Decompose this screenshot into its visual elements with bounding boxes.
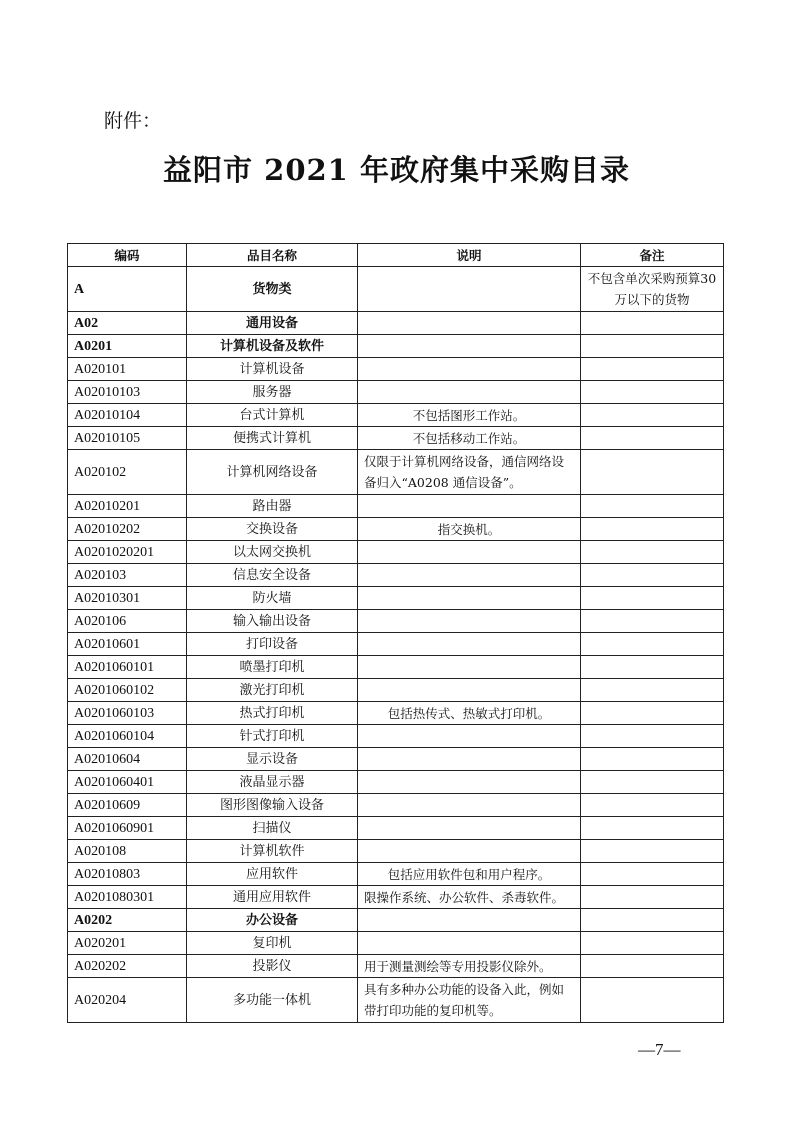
table-row	[68, 725, 724, 748]
page-number: —7—	[638, 1040, 681, 1059]
code-cell: A02010202	[68, 518, 187, 541]
table-row	[68, 955, 724, 978]
item-name-cell: 防火墙	[187, 587, 358, 610]
header-remarks: 备注	[581, 244, 724, 267]
table-row	[68, 886, 724, 909]
item-name-cell: 投影仪	[187, 955, 358, 978]
table-row	[68, 541, 724, 564]
item-name-cell: 便携式计算机	[187, 427, 358, 450]
code-cell: A020101	[68, 358, 187, 381]
code-cell: A0201060102	[68, 679, 187, 702]
table-row	[68, 932, 724, 955]
code-cell: A020201	[68, 932, 187, 955]
item-name-cell: 复印机	[187, 932, 358, 955]
item-name-cell: 针式打印机	[187, 725, 358, 748]
table-row	[68, 633, 724, 656]
remarks-cell	[581, 748, 724, 771]
code-cell: A02010201	[68, 495, 187, 518]
code-cell: A0201	[68, 335, 187, 358]
item-name-cell: 输入输出设备	[187, 610, 358, 633]
item-name-cell: 图形图像输入设备	[187, 794, 358, 817]
description-cell	[358, 381, 581, 404]
table-row	[68, 267, 724, 312]
description-cell	[358, 794, 581, 817]
description-cell: 包括热传式、热敏式打印机。	[358, 702, 581, 725]
item-name-cell: 显示设备	[187, 748, 358, 771]
item-name-cell: 货物类	[187, 267, 358, 312]
code-cell: A0201060401	[68, 771, 187, 794]
code-cell: A020204	[68, 978, 187, 1023]
item-name-cell: 办公设备	[187, 909, 358, 932]
remarks-cell	[581, 587, 724, 610]
remarks-cell	[581, 909, 724, 932]
document-title: 益阳市 2021 年政府集中采购目录	[163, 153, 630, 187]
remarks-cell	[581, 450, 724, 495]
table-row	[68, 427, 724, 450]
description-cell: 用于测量测绘等专用投影仪除外。	[358, 955, 581, 978]
procurement-catalog-table	[67, 243, 724, 1023]
code-cell: A0201060103	[68, 702, 187, 725]
code-cell: A0202	[68, 909, 187, 932]
remarks-cell	[581, 404, 724, 427]
table-row	[68, 771, 724, 794]
item-name-cell: 打印设备	[187, 633, 358, 656]
item-name-cell: 计算机软件	[187, 840, 358, 863]
item-name-cell: 扫描仪	[187, 817, 358, 840]
item-name-cell: 计算机设备及软件	[187, 335, 358, 358]
table-row	[68, 978, 724, 1023]
item-name-cell: 喷墨打印机	[187, 656, 358, 679]
remarks-cell	[581, 358, 724, 381]
code-cell: A02010103	[68, 381, 187, 404]
code-cell: A	[68, 267, 187, 312]
description-cell	[358, 679, 581, 702]
table-row	[68, 610, 724, 633]
code-cell: A02010609	[68, 794, 187, 817]
code-cell: A02010604	[68, 748, 187, 771]
description-cell	[358, 267, 581, 312]
description-cell	[358, 725, 581, 748]
remarks-cell	[581, 610, 724, 633]
table-header-row	[68, 244, 724, 267]
remarks-cell	[581, 518, 724, 541]
table-row	[68, 679, 724, 702]
table-row	[68, 358, 724, 381]
description-cell	[358, 541, 581, 564]
code-cell: A020202	[68, 955, 187, 978]
code-cell: A02010105	[68, 427, 187, 450]
description-cell	[358, 335, 581, 358]
table-row	[68, 381, 724, 404]
table-row	[68, 564, 724, 587]
description-cell	[358, 587, 581, 610]
item-name-cell: 台式计算机	[187, 404, 358, 427]
description-cell	[358, 748, 581, 771]
table-row	[68, 656, 724, 679]
header-code: 编码	[68, 244, 187, 267]
code-cell: A02010301	[68, 587, 187, 610]
remarks-cell	[581, 725, 724, 748]
description-cell: 具有多种办公功能的设备入此，例如带打印功能的复印机等。	[358, 978, 581, 1023]
code-cell: A0201060104	[68, 725, 187, 748]
remarks-cell	[581, 564, 724, 587]
description-cell	[358, 817, 581, 840]
table-row	[68, 312, 724, 335]
remarks-cell: 不包含单次采购预算30万以下的货物	[581, 267, 724, 312]
description-cell	[358, 312, 581, 335]
description-cell: 包括应用软件包和用户程序。	[358, 863, 581, 886]
remarks-cell	[581, 656, 724, 679]
remarks-cell	[581, 794, 724, 817]
remarks-cell	[581, 633, 724, 656]
table-row	[68, 404, 724, 427]
item-name-cell: 计算机网络设备	[187, 450, 358, 495]
item-name-cell: 交换设备	[187, 518, 358, 541]
item-name-cell: 通用设备	[187, 312, 358, 335]
item-name-cell: 激光打印机	[187, 679, 358, 702]
code-cell: A02010803	[68, 863, 187, 886]
description-cell	[358, 840, 581, 863]
remarks-cell	[581, 955, 724, 978]
description-cell	[358, 358, 581, 381]
table-row	[68, 748, 724, 771]
remarks-cell	[581, 817, 724, 840]
code-cell: A0201080301	[68, 886, 187, 909]
table-body	[68, 267, 724, 1023]
item-name-cell: 应用软件	[187, 863, 358, 886]
description-cell	[358, 932, 581, 955]
table-row	[68, 702, 724, 725]
item-name-cell: 热式打印机	[187, 702, 358, 725]
item-name-cell: 计算机设备	[187, 358, 358, 381]
code-cell: A020108	[68, 840, 187, 863]
code-cell: A020106	[68, 610, 187, 633]
remarks-cell	[581, 541, 724, 564]
attachment-label: 附件：	[104, 110, 162, 132]
table-row	[68, 817, 724, 840]
remarks-cell	[581, 312, 724, 335]
code-cell: A02010601	[68, 633, 187, 656]
code-cell: A020102	[68, 450, 187, 495]
code-cell: A0201020201	[68, 541, 187, 564]
code-cell: A02	[68, 312, 187, 335]
table-row	[68, 794, 724, 817]
item-name-cell: 通用应用软件	[187, 886, 358, 909]
remarks-cell	[581, 932, 724, 955]
table-row	[68, 518, 724, 541]
description-cell: 指交换机。	[358, 518, 581, 541]
description-cell	[358, 495, 581, 518]
item-name-cell: 液晶显示器	[187, 771, 358, 794]
remarks-cell	[581, 702, 724, 725]
remarks-cell	[581, 381, 724, 404]
description-cell	[358, 633, 581, 656]
table-row	[68, 909, 724, 932]
remarks-cell	[581, 863, 724, 886]
header-description: 说明	[358, 244, 581, 267]
remarks-cell	[581, 679, 724, 702]
remarks-cell	[581, 886, 724, 909]
remarks-cell	[581, 840, 724, 863]
code-cell: A02010104	[68, 404, 187, 427]
code-cell: A0201060901	[68, 817, 187, 840]
code-cell: A020103	[68, 564, 187, 587]
item-name-cell: 路由器	[187, 495, 358, 518]
description-cell	[358, 610, 581, 633]
description-cell: 限操作系统、办公软件、杀毒软件。	[358, 886, 581, 909]
remarks-cell	[581, 427, 724, 450]
description-cell: 仅限于计算机网络设备，通信网络设备归入“A0208 通信设备”。	[358, 450, 581, 495]
description-cell	[358, 564, 581, 587]
code-cell: A0201060101	[68, 656, 187, 679]
remarks-cell	[581, 335, 724, 358]
table-row	[68, 335, 724, 358]
table-row	[68, 587, 724, 610]
item-name-cell: 信息安全设备	[187, 564, 358, 587]
item-name-cell: 多功能一体机	[187, 978, 358, 1023]
item-name-cell: 以太网交换机	[187, 541, 358, 564]
remarks-cell	[581, 978, 724, 1023]
table-row	[68, 450, 724, 495]
header-item-name: 品目名称	[187, 244, 358, 267]
table-row	[68, 495, 724, 518]
description-cell: 不包括移动工作站。	[358, 427, 581, 450]
description-cell	[358, 909, 581, 932]
description-cell	[358, 656, 581, 679]
table-row	[68, 840, 724, 863]
remarks-cell	[581, 771, 724, 794]
description-cell: 不包括图形工作站。	[358, 404, 581, 427]
remarks-cell	[581, 495, 724, 518]
table-row	[68, 863, 724, 886]
description-cell	[358, 771, 581, 794]
item-name-cell: 服务器	[187, 381, 358, 404]
